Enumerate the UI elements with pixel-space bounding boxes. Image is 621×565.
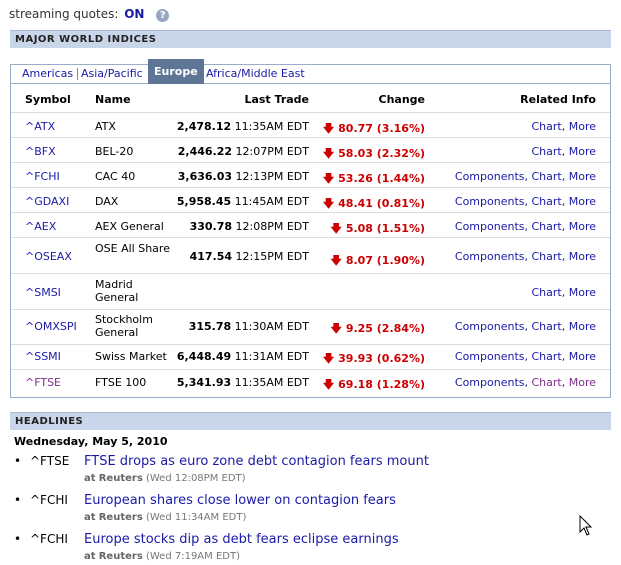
last-trade: 3,636.03 12:13PM EDT (177, 170, 309, 183)
symbol-link[interactable]: ^GDAXI (25, 195, 70, 208)
chart-link[interactable]: Chart (531, 145, 562, 158)
components-link[interactable]: Components (454, 250, 525, 263)
streaming-quotes-status (9, 6, 169, 22)
table-row (11, 344, 610, 369)
related-info: Components, Chart, More (454, 376, 596, 389)
more-link[interactable]: More (568, 170, 596, 183)
related-info: Components, Chart, More (454, 250, 596, 263)
index-name: BEL-20 (95, 145, 134, 158)
major-world-indices-header: MAJOR WORLD INDICES (10, 30, 611, 48)
components-link[interactable]: Components (454, 220, 525, 233)
indices-table-header (11, 91, 610, 111)
table-row (11, 212, 610, 237)
related-info: Components, Chart, More (454, 320, 596, 333)
headlines-header: HEADLINES (10, 412, 611, 430)
headline-link[interactable]: Europe stocks dip as debt fears eclipse earnings (84, 532, 399, 547)
related-info: Components, Chart, More (454, 350, 596, 363)
components-link[interactable]: Components (454, 376, 525, 389)
table-row (11, 162, 610, 187)
chart-link[interactable]: Chart (531, 170, 562, 183)
index-name: Madrid General (95, 278, 139, 304)
more-link[interactable]: More (568, 286, 596, 299)
table-row (11, 369, 610, 397)
index-name: DAX (95, 195, 119, 208)
down-arrow-icon: 🡇 (322, 172, 335, 185)
down-arrow-icon: 🡇 (322, 147, 335, 160)
down-arrow-icon: 🡇 (330, 322, 342, 335)
change-value: 🡇 39.93 (0.62%) (322, 352, 425, 365)
last-trade: 6,448.49 11:31AM EDT (176, 350, 309, 363)
tab-africa-middle-east[interactable]: Africa/Middle East (206, 67, 305, 80)
table-row (11, 237, 610, 273)
table-row (11, 309, 610, 344)
col-last-trade: Last Trade (244, 93, 309, 106)
tab-americas[interactable]: Americas (22, 67, 74, 80)
headline-link[interactable]: FTSE drops as euro zone debt contagion fears mount (84, 454, 429, 469)
headline-symbol[interactable]: ^FTSE (30, 454, 70, 468)
chart-link[interactable]: Chart (531, 320, 562, 333)
more-link[interactable]: More (568, 320, 596, 333)
change-value: 🡇 69.18 (1.28%) (322, 378, 425, 391)
bullet-icon: • (14, 493, 22, 507)
related-info: Chart, More (531, 145, 596, 158)
index-name: Stockholm General (95, 313, 153, 339)
related-info: Chart, More (531, 286, 596, 299)
symbol-link[interactable]: ^SSMI (25, 350, 61, 363)
more-link[interactable]: More (568, 120, 596, 133)
related-info: Components, Chart, More (454, 220, 596, 233)
change-value: 🡇 58.03 (2.32%) (322, 147, 425, 160)
components-link[interactable]: Components (454, 350, 525, 363)
table-row (11, 112, 610, 137)
last-trade: 2,446.22 12:07PM EDT (177, 145, 309, 158)
down-arrow-icon: 🡇 (322, 122, 335, 135)
last-trade: 417.54 12:15PM EDT (189, 250, 309, 263)
headlines-date: Wednesday, May 5, 2010 (14, 435, 168, 448)
headline-symbol[interactable]: ^FCHI (30, 532, 68, 546)
region-tabs (11, 65, 610, 84)
last-trade: 330.78 12:08PM EDT (189, 220, 309, 233)
related-info: Components, Chart, More (454, 195, 596, 208)
related-info: Components, Chart, More (454, 170, 596, 183)
streaming-label: streaming quotes: (9, 7, 119, 21)
related-info: Chart, More (531, 120, 596, 133)
chart-link[interactable]: Chart (531, 250, 562, 263)
components-link[interactable]: Components (454, 170, 525, 183)
more-link[interactable]: More (568, 195, 596, 208)
bullet-icon: • (14, 454, 22, 468)
headline-source: at Reuters (Wed 7:19AM EDT) (84, 551, 240, 562)
col-related-info: Related Info (520, 93, 596, 106)
col-name: Name (95, 93, 131, 106)
symbol-link[interactable]: ^AEX (25, 220, 57, 233)
change-value: 🡇 5.08 (1.51%) (330, 222, 425, 235)
last-trade: 5,341.93 11:35AM EDT (176, 376, 309, 389)
symbol-link[interactable]: ^ATX (25, 120, 56, 133)
change-value: 🡇 53.26 (1.44%) (322, 172, 425, 185)
index-name: Swiss Market (95, 350, 167, 363)
last-trade: 2,478.12 11:35AM EDT (176, 120, 309, 133)
table-row (11, 273, 610, 309)
headline-source: at Reuters (Wed 11:34AM EDT) (84, 512, 247, 523)
more-link[interactable]: More (568, 376, 596, 389)
chart-link[interactable]: Chart (531, 350, 562, 363)
more-link[interactable]: More (568, 250, 596, 263)
question-circle-icon[interactable]: ? (156, 9, 169, 22)
down-arrow-icon: 🡇 (330, 254, 342, 267)
down-arrow-icon: 🡇 (322, 378, 335, 391)
components-link[interactable]: Components (454, 195, 525, 208)
tab-europe[interactable]: Europe (148, 59, 204, 84)
index-name: CAC 40 (95, 170, 136, 183)
symbol-link[interactable]: ^OMXSPI (25, 320, 77, 333)
chart-link[interactable]: Chart (531, 286, 562, 299)
symbol-link[interactable]: ^FCHI (25, 170, 60, 183)
indices-panel (10, 64, 611, 398)
components-link[interactable]: Components (454, 320, 525, 333)
last-trade: 5,958.45 11:45AM EDT (176, 195, 309, 208)
down-arrow-icon: 🡇 (322, 352, 335, 365)
bullet-icon: • (14, 532, 22, 546)
col-change: Change (378, 93, 425, 106)
table-row (11, 187, 610, 212)
mouse-cursor-icon (579, 515, 593, 537)
symbol-link[interactable]: ^OSEAX (25, 250, 72, 263)
change-value: 🡇 9.25 (2.84%) (330, 322, 425, 335)
chart-link[interactable]: Chart (531, 220, 562, 233)
col-symbol: Symbol (25, 93, 71, 106)
headline-source: at Reuters (Wed 12:08PM EDT) (84, 473, 246, 484)
streaming-toggle-link[interactable]: ON (124, 7, 145, 21)
headline-symbol[interactable]: ^FCHI (30, 493, 68, 507)
more-link[interactable]: More (568, 350, 596, 363)
last-trade: 315.78 11:30AM EDT (188, 320, 309, 333)
tab-asia-pacific[interactable]: Asia/Pacific (81, 67, 143, 80)
more-link[interactable]: More (568, 220, 596, 233)
symbol-link[interactable]: ^SMSI (25, 286, 61, 299)
more-link[interactable]: More (568, 145, 596, 158)
change-value: 🡇 8.07 (1.90%) (330, 254, 425, 267)
symbol-link[interactable]: ^BFX (25, 145, 56, 158)
index-name: ATX (95, 120, 116, 133)
change-value: 🡇 48.41 (0.81%) (322, 197, 425, 210)
table-row (11, 137, 610, 162)
change-value: 🡇 80.77 (3.16%) (322, 122, 425, 135)
down-arrow-icon: 🡇 (322, 197, 335, 210)
chart-link[interactable]: Chart (531, 195, 562, 208)
symbol-link[interactable]: ^FTSE (25, 376, 62, 389)
index-name: FTSE 100 (95, 376, 147, 389)
tab-divider (77, 68, 78, 80)
chart-link[interactable]: Chart (531, 376, 562, 389)
chart-link[interactable]: Chart (531, 120, 562, 133)
headline-link[interactable]: European shares close lower on contagion fears (84, 493, 396, 508)
down-arrow-icon: 🡇 (330, 222, 342, 235)
index-name: AEX General (95, 220, 164, 233)
index-name: OSE All Share (95, 242, 170, 255)
